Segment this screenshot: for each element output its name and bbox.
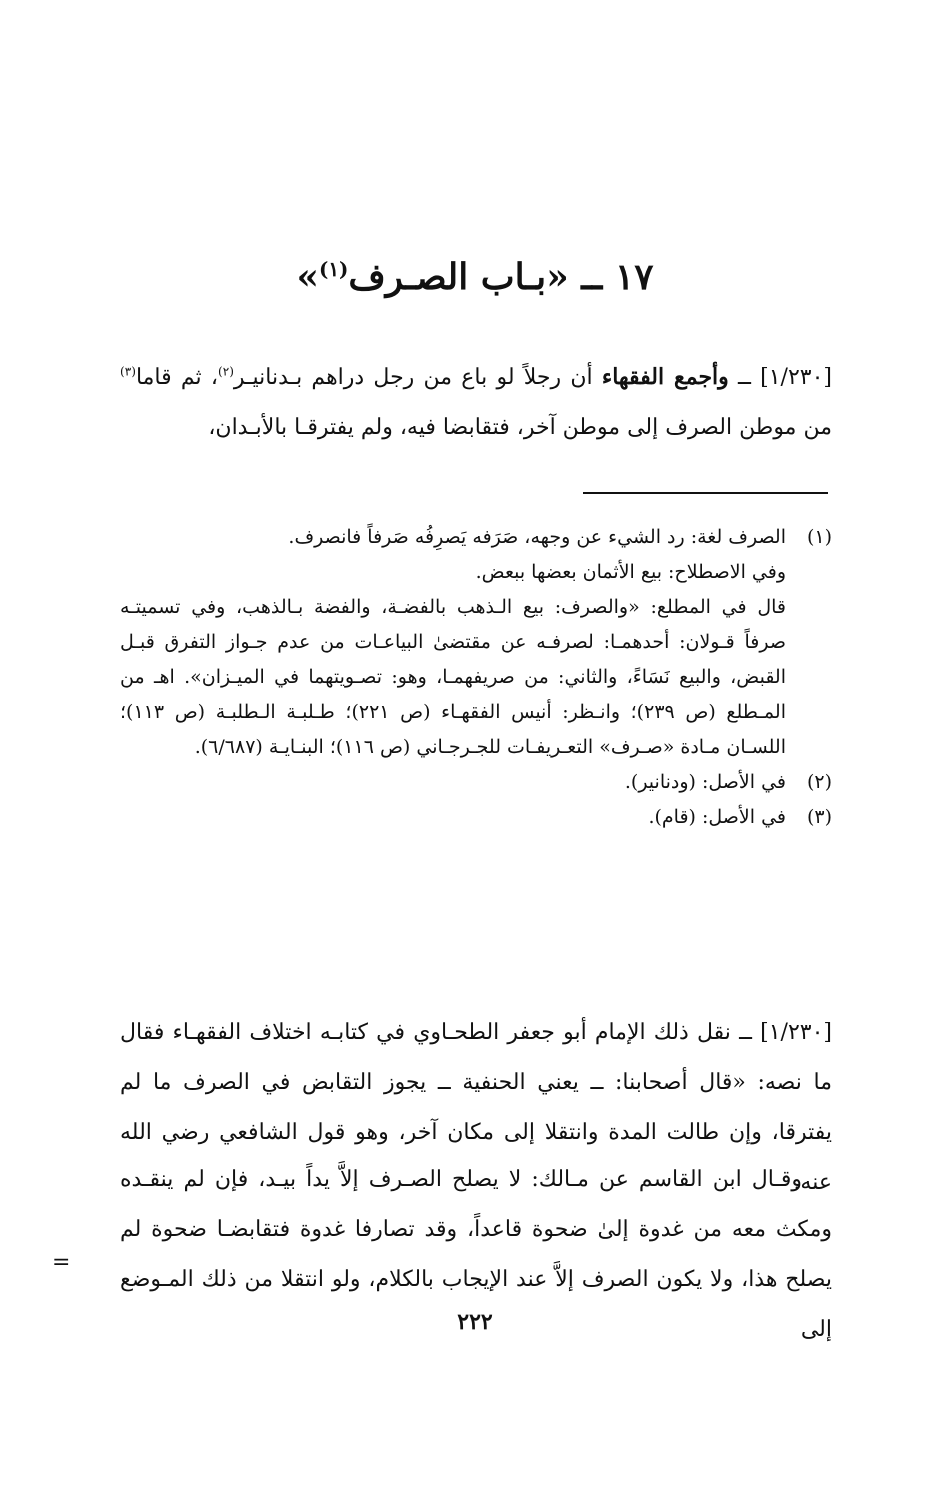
footnote-line: قال في المطلع: «والصرف: بيع الـذهب بالفضـة، والفضة بـالذهب، وفي تسميتـه صرفاً قـولان: أحدهمـا: لصرفـه عن مقتضىٰ البياعـات من عدم جـواز التفرق قبـل القبض، والبيع نَسَاءً، والثاني: من صريفهمـا، وهو: تصـويتهما في الميـزان». اهـ من المـطلع (ص ٢٣٩)؛ وانـظر: أنيس الفقهـاء (ص ٢٢١)؛ طـلبـة الـطلبـة (ص ١١٣)؛ اللسـان مـادة «صـرف» التعـريفـات للجـرجـاني (ص ١١٦)؛ البنـايـة (٦/٦٨٧). (120, 596, 786, 758)
footnote-separator (583, 492, 828, 494)
entry-lead: وأجمع الفقهاء (601, 364, 729, 390)
footnote-number: (١) (806, 526, 832, 548)
entry-text-1: أن رجلاً لو باع من رجل دراهم بـدنانيـر (233, 365, 593, 390)
commentary-paragraph-2: وقـال ابن القاسم عن مـالك: لا يصلح الصـرف إلاَّ يداً بيـد، فإن لم ينقـده ومكث معه من غدوة إلىٰ ضحوة قاعداً، وقد تصارفا غدوة فتقابضـا ضحوة لم يصلح هذا، ولا يكون الصرف إلاَّ عند الإيجاب بالكلام، ولو انتقلا من ذلك المـوضع إلى (120, 1167, 832, 1342)
page-number: ٢٢٢ (457, 1309, 493, 1335)
footnotes (120, 520, 832, 835)
main-paragraph (120, 352, 832, 453)
footnote-2 (120, 765, 832, 800)
commentary-paragraph-1: [١/٢٣٠] ــ نقل ذلك الإمام أبو جعفر الطحـاوي في كتابـه اختلاف الفقهـاء فقال ما نصه: «قال أصحابنا: ــ يعني الحنفية ــ يجوز التقابض في الصرف ما لم يفترقا، وإن طالت المدة وانتقلا إلى مكان آخر، وهو قول الشافعي رضي الله عنه. (120, 1020, 832, 1195)
chapter-title-text: ١٧ ــ «بـاب الصـرف (348, 256, 654, 298)
footnote-1 (120, 520, 832, 765)
chapter-title-close: » (296, 256, 319, 298)
footnote-number: (٣) (806, 806, 832, 828)
footnote-line: في الأصل: (ودنانير). (624, 771, 786, 793)
entry-number: [١/٢٣٠] ــ (738, 365, 832, 390)
footnote-ref-2: (٢) (217, 364, 234, 379)
footnote-3 (120, 800, 832, 835)
chapter-title (0, 252, 950, 302)
entry-text-3: من موطن الصرف إلى موطن آخر، فتقابضا فيه، ولم يفترقـا بالأبـدان، (208, 415, 832, 440)
continuation-mark: = (52, 1250, 71, 1275)
footnote-number: (٢) (806, 771, 832, 793)
footnote-line: وفي الاصطلاح: بيع الأثمان بعضها ببعض. (475, 561, 786, 583)
entry-text-2: ، ثم قاما (135, 365, 218, 390)
footnote-line: الصرف لغة: رد الشيء عن وجهه، صَرَفه يَصرِفُه صَرفاً فانصرف. (288, 526, 786, 548)
chapter-footnote-ref: (١) (318, 257, 349, 281)
footnote-line: في الأصل: (قام). (648, 806, 786, 828)
footnote-ref-3: (٣) (120, 364, 136, 379)
